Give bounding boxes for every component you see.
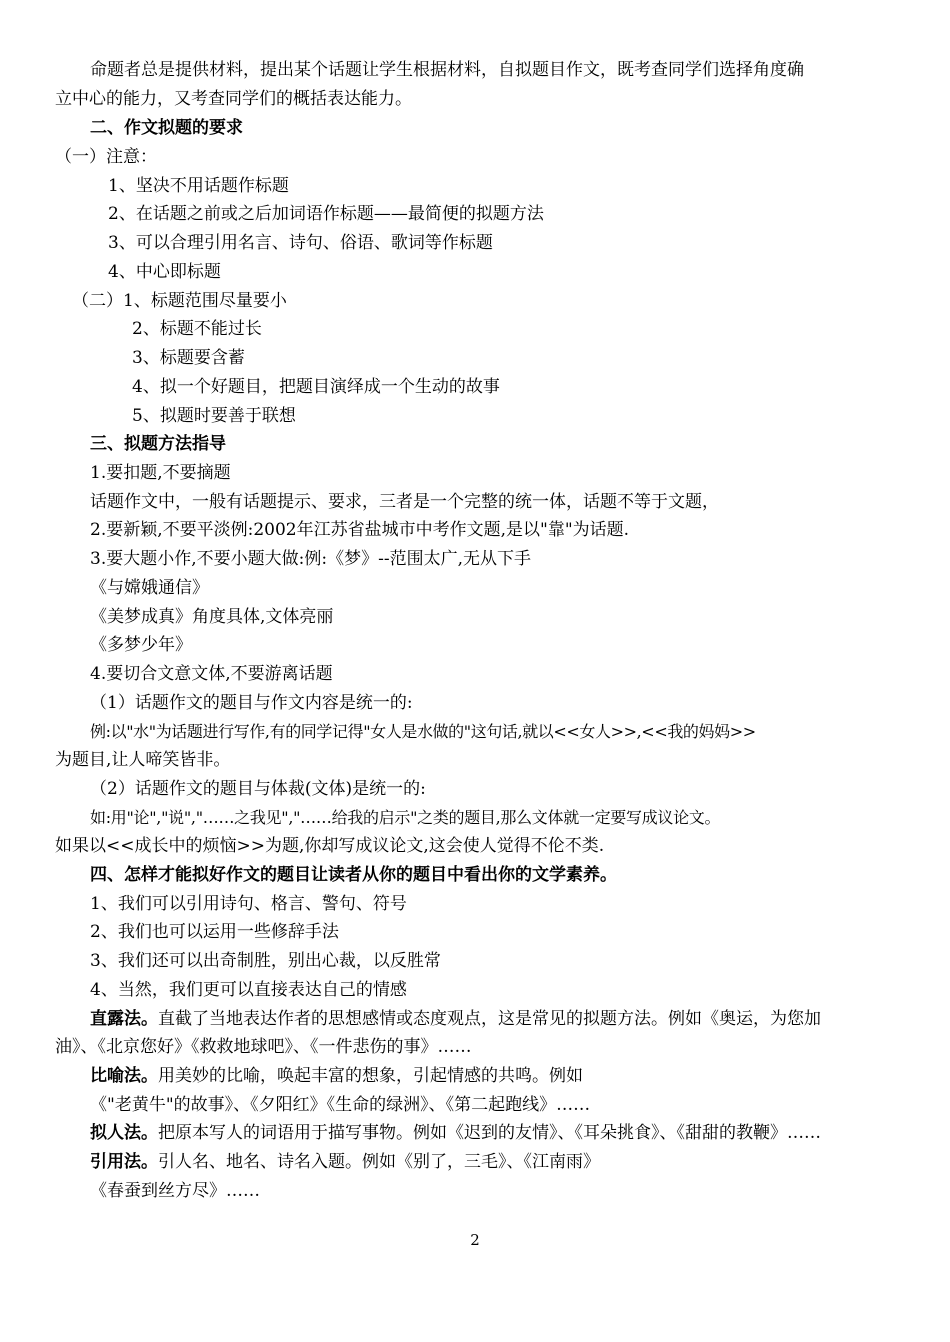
- method-biyu-text: 用美妙的比喻，唤起丰富的想象，引起情感的共鸣。例如: [158, 1066, 583, 1086]
- method-yinyong-cont: 《春蚕到丝方尽》……: [90, 1181, 260, 1201]
- method-niren-text: 把原本写人的词语用于描写事物。例如《迟到的友情》、《耳朵挑食》、《甜甜的教鞭》……: [158, 1123, 821, 1143]
- list-item: 3、可以合理引用名言、诗句、俗语、歌词等作标题: [108, 233, 493, 253]
- method-yinyong-label: 引用法。: [90, 1152, 158, 1172]
- method-biyu-label: 比喻法。: [90, 1066, 158, 1086]
- text-line: 3.要大题小作,不要小题大做:例:《梦》--范围太广,无从下手: [90, 549, 531, 569]
- list-item: 2、我们也可以运用一些修辞手法: [90, 922, 339, 942]
- method-biyu: [90, 1062, 583, 1090]
- text-line: 话题作文中，一般有话题提示、要求，三者是一个完整的统一体，话题不等于文题，: [90, 492, 719, 512]
- method-niren: [90, 1119, 821, 1147]
- list-item: 4、当然，我们更可以直接表达自己的情感: [90, 980, 407, 1000]
- text-line: 《与嫦娥通信》: [90, 578, 209, 598]
- method-zhilu-text: 直截了当地表达作者的思想感情或态度观点，这是常见的拟题方法。例如《奥运，为您加: [158, 1009, 821, 1029]
- list-item: 5、拟题时要善于联想: [132, 406, 296, 426]
- method-yinyong: [90, 1148, 600, 1176]
- section-4-heading: 四、怎样才能拟好作文的题目让读者从你的题目中看出你的文学素养。: [90, 865, 617, 885]
- intro-line-2: 立中心的能力，又考查同学们的概括表达能力。: [55, 89, 412, 109]
- text-line: 《美梦成真》角度具体,文体亮丽: [90, 607, 334, 627]
- list-item: 3、标题要含蓄: [132, 348, 245, 368]
- intro-line-1: 命题者总是提供材料，提出某个话题让学生根据材料，自拟题目作文，既考查同学们选择角度确: [90, 60, 804, 80]
- list-item: 1、我们可以引用诗句、格言、警句、符号: [90, 894, 407, 914]
- method-zhilu: [90, 1005, 821, 1033]
- list-item: 4、中心即标题: [108, 262, 221, 282]
- text-line: （1）话题作文的题目与作文内容是统一的:: [90, 693, 413, 713]
- list-item: 4、拟一个好题目，把题目演绎成一个生动的故事: [132, 377, 500, 397]
- list-item: 1、坚决不用话题作标题: [108, 176, 289, 196]
- method-zhilu-cont: 油》、《北京您好》《救救地球吧》、《一件悲伤的事》……: [55, 1037, 472, 1057]
- list-item: 2、在话题之前或之后加词语作标题——最简便的拟题方法: [108, 204, 544, 224]
- section-2-part-1-label: （一）注意：: [55, 147, 157, 167]
- text-line: （2）话题作文的题目与体裁(文体)是统一的:: [90, 779, 426, 799]
- method-yinyong-text: 引人名、地名、诗名入题。例如《别了，三毛》、《江南雨》: [158, 1152, 600, 1172]
- section-2-part-2-first: （二）1、标题范围尽量要小: [72, 291, 287, 311]
- method-zhilu-label: 直露法。: [90, 1009, 158, 1029]
- text-line: 1.要扣题,不要摘题: [90, 463, 231, 483]
- text-line: 如果以<<成长中的烦恼>>为题,你却写成议论文,这会使人觉得不伦不类.: [55, 836, 605, 856]
- page-number: 2: [470, 1231, 480, 1249]
- text-line: 2.要新颖,不要平淡例:2002年江苏省盐城市中考作文题,是以"靠"为话题.: [90, 520, 630, 540]
- text-line: 4.要切合文意文体,不要游离话题: [90, 664, 333, 684]
- text-line: 为题目,让人啼笑皆非。: [55, 750, 231, 770]
- method-niren-label: 拟人法。: [90, 1123, 158, 1143]
- text-line: 例:以"水"为话题进行写作,有的同学记得"女人是水做的"这句话,就以<<女人>>,<<我的妈妈>>: [90, 722, 756, 741]
- section-2-heading: 二、作文拟题的要求: [90, 118, 243, 138]
- text-line: 如:用"论","说","……之我见","……给我的启示"之类的题目,那么文体就一定要写成议论文。: [90, 808, 721, 827]
- method-biyu-cont: 《"老黄牛"的故事》、《夕阳红》《生命的绿洲》、《第二起跑线》……: [90, 1095, 591, 1115]
- section-3-heading: 三、拟题方法指导: [90, 434, 226, 454]
- list-item: 3、我们还可以出奇制胜，别出心裁，以反胜常: [90, 951, 441, 971]
- text-line: 《多梦少年》: [90, 635, 192, 655]
- list-item: 2、标题不能过长: [132, 319, 262, 339]
